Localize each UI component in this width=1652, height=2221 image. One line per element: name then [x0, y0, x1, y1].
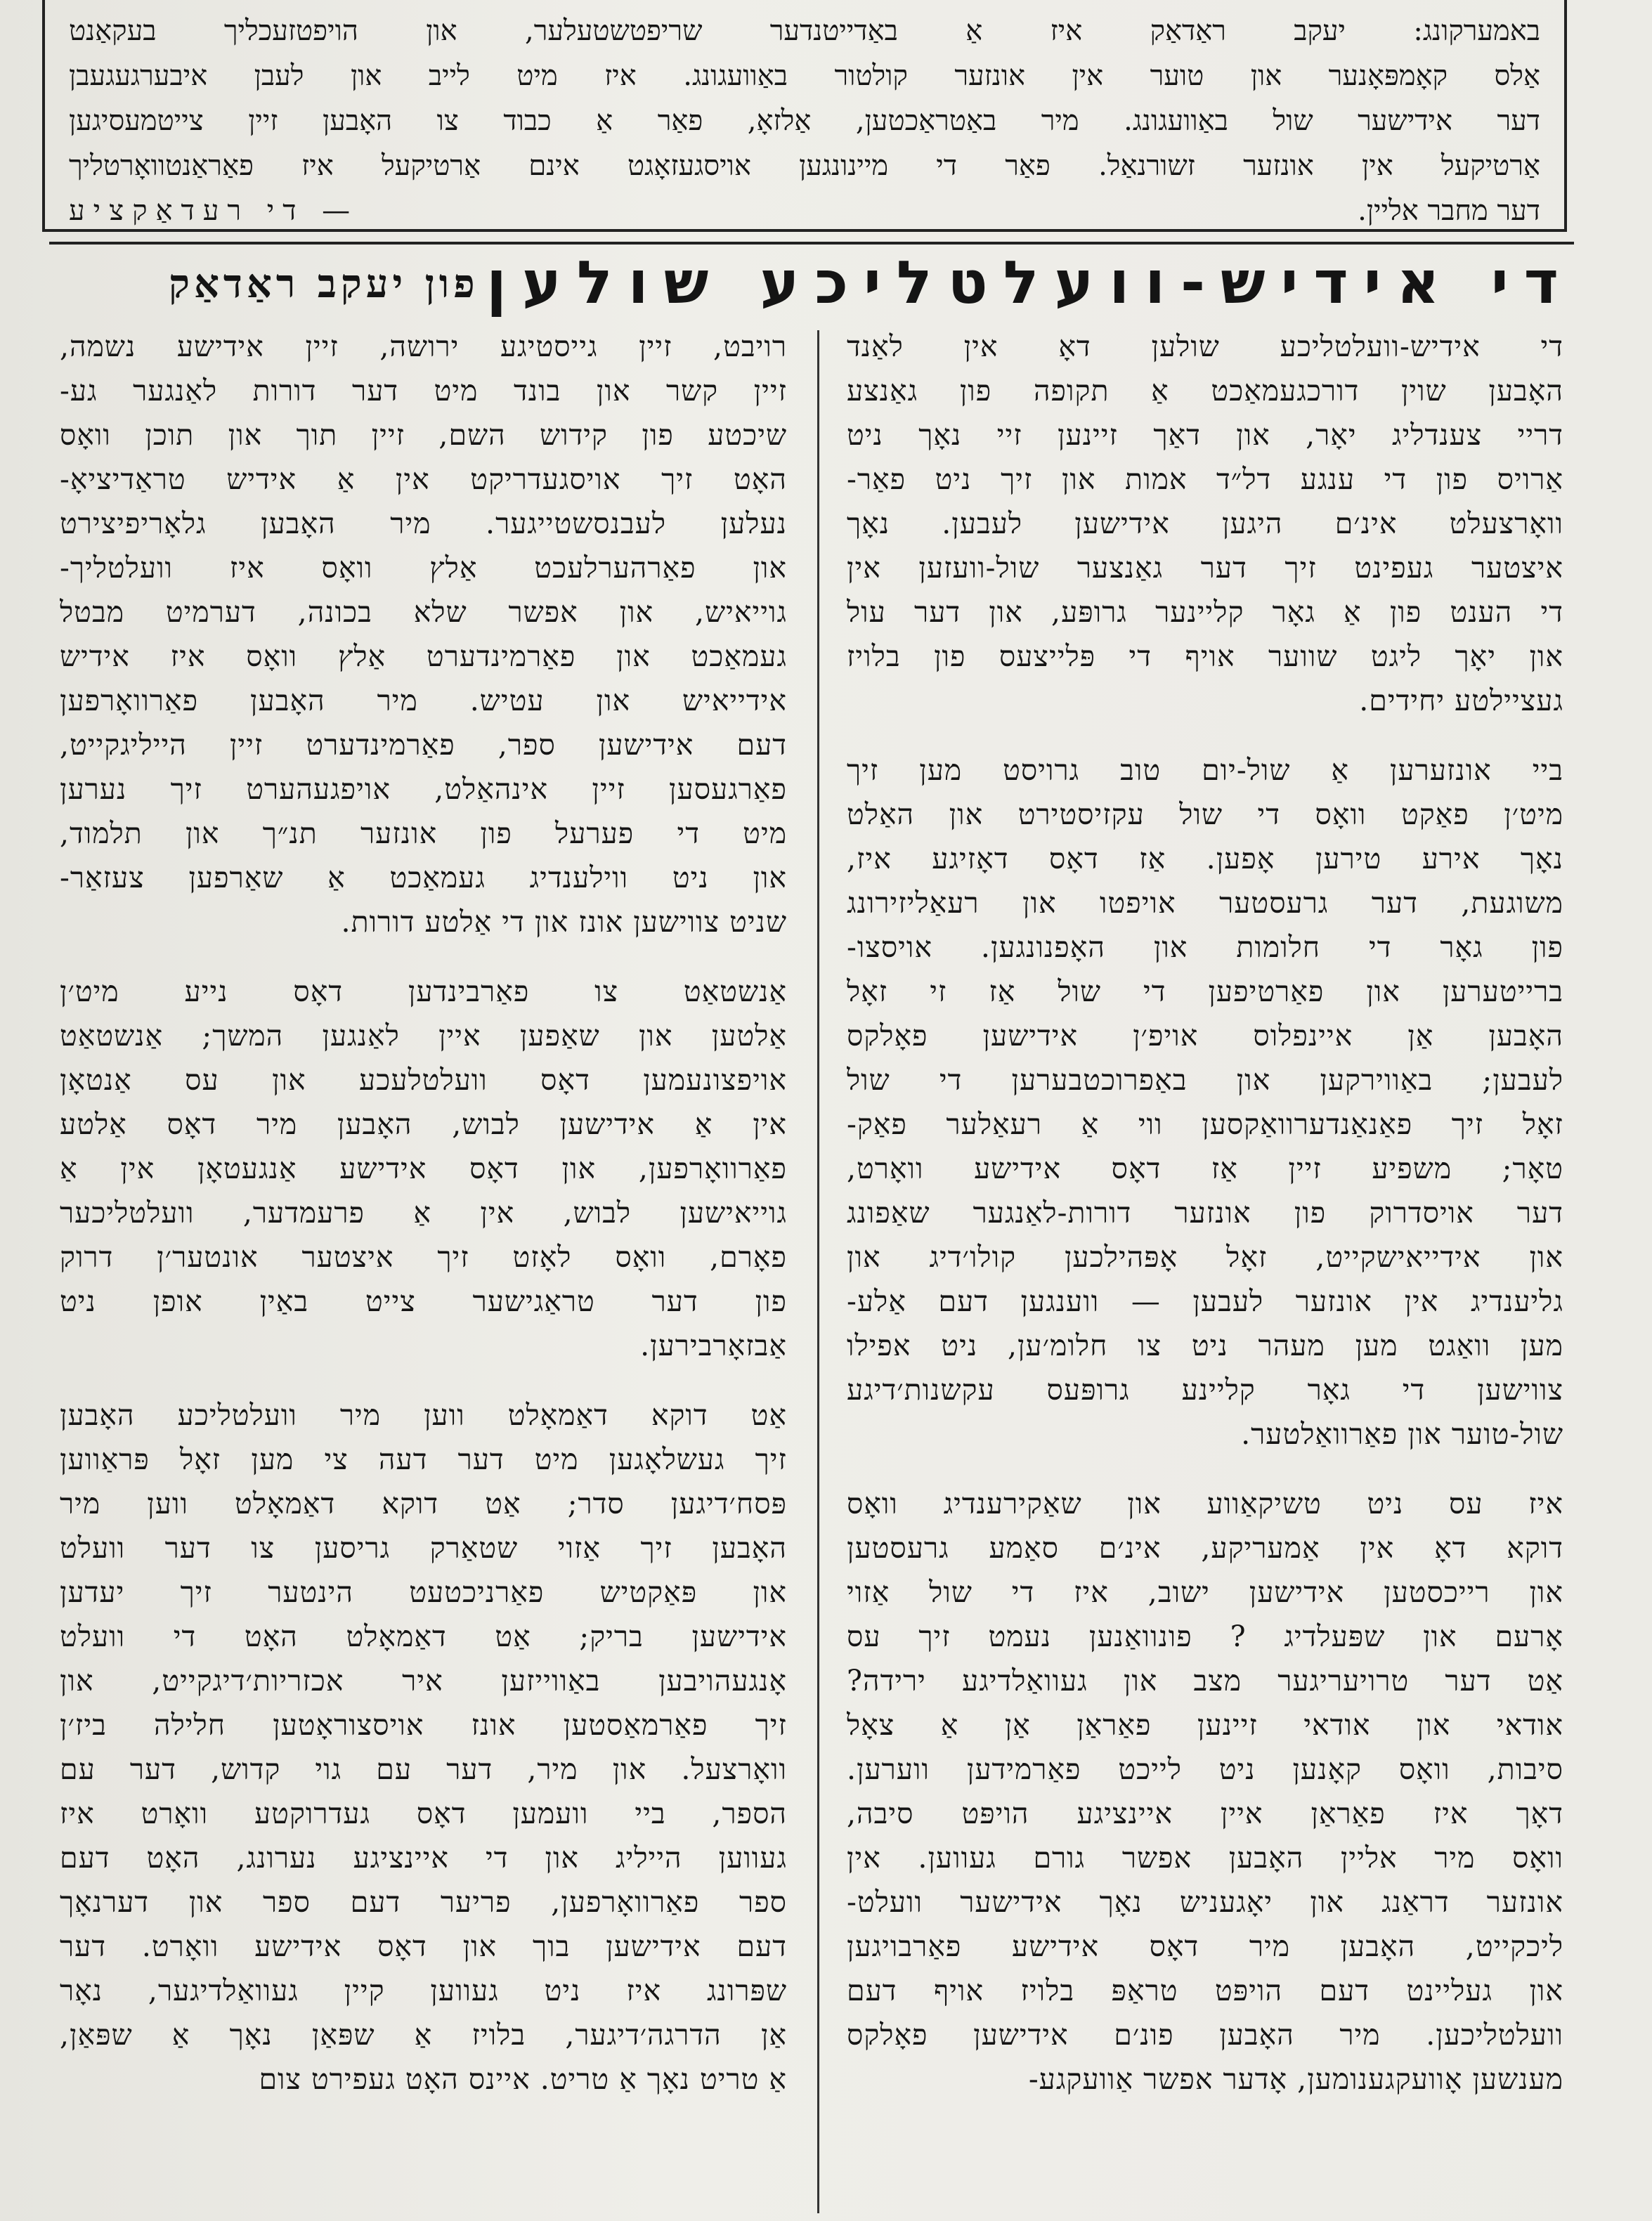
text-line: לעבען; באַווירקען און באַפרוכטבערען די שול: [847, 1063, 1563, 1097]
paragraph: [847, 1482, 1563, 2102]
text-line: וואָרצעל. און מיר, דער עם גוי קדוש, דער עם: [60, 1752, 787, 1786]
article-column-right: [847, 325, 1563, 2215]
text-line: פאָרם, וואָס לאָזט זיך איצטער אונטער׳ן דרוק: [60, 1240, 787, 1274]
text-line: ברייטערען און פאַרטיפען די שול אַז זי זאָל: [847, 975, 1563, 1008]
text-line: געמאַכט און פאַרמינדערט אַלץ וואָס איז אידיש: [60, 639, 787, 673]
text-line: הספר, ביי וועמען דאָס געדרוקטע וואָרט איז: [60, 1797, 787, 1830]
paragraph: [847, 748, 1563, 1457]
text-line: מיט די פערעל פון אונזער תנ״ך און תלמוד,: [60, 816, 787, 850]
text-line: זיין קשר און בונד מיט דער דורות לאַנגער גע-: [60, 374, 787, 408]
text-line: אַט דוקא דאַמאָלט ווען מיר וועלטליכע האָבען: [60, 1398, 787, 1432]
text-line: שפּרונג איז ניט געווען קיין געוואַלדיגער, נאָר: [60, 1974, 787, 2007]
text-line: גוייאיש, און אפשר שלא בכונה, דערמיט מבטל: [60, 595, 787, 629]
text-line: אָנגעהויבען באַווייזען איר אכזריות׳דיגקייט, און: [60, 1664, 787, 1698]
text-line: שניט צווישען אונז און די אַלטע דורות.: [341, 905, 787, 939]
text-line: זיך געשלאָגען מיט דער דעה צי מען זאָל פּראַווען: [60, 1442, 787, 1476]
text-line: און פאַרהערלעכט אַלץ וואָס איז וועלטליך-: [60, 551, 787, 585]
text-line: פון גאָר די חלומות און האָפנונגען. אויסצו-: [847, 930, 1563, 964]
note-closing-text: דער מחבר אליין.: [1358, 195, 1540, 227]
text-line: און יאָך ליגט שווער אויף די פּלייצעס פון בלויז: [847, 639, 1563, 673]
article-column-left: [60, 325, 787, 2215]
text-line: אַ טריט נאָך אַ טריט. איינס האָט געפירט צום: [259, 2062, 787, 2096]
text-line: דריי צענדליג יאָר, און דאַך זיינען זיי נאָך ניט: [847, 418, 1563, 452]
text-line: שיכטע פון קידוש השם, זיין תוך און תוכן וואָס: [60, 418, 787, 452]
article-header: [49, 247, 1574, 318]
article-title: די אידיש-וועלטליכע שולען: [486, 248, 1574, 317]
text-line: די הענט פון אַ גאָר קליינער גרופּע, און דער עול: [847, 595, 1563, 629]
text-line: גליענדיג אין אונזער לעבען — ווענגען דעם אַלע-: [847, 1284, 1563, 1318]
text-line: אַבזאָרבירען.: [640, 1329, 787, 1362]
text-line: און פּאַקטיש פאַרניכטעט הינטער זיך יעדען: [60, 1575, 787, 1609]
text-line: אידישען בריק; אַט דאַמאָלט האָט די וועלט: [60, 1620, 787, 1653]
note-line: אַרטיקעל אין אונזער זשורנאַל. פאַר די מיינונגען אויסגעזאָגט אינם אַרטיקעל איז פאַראַנטוואָרטליך: [69, 150, 1540, 182]
text-line: אַרויס פון די ענגע דל״ד אמות און זיך ניט פאַר-: [847, 462, 1563, 496]
text-line: געווען הייליג און די איינציגע נערונג, האָט דעם: [60, 1841, 787, 1875]
text-line: רויבט, זיין גייסטיגע ירושה, זיין אידישע נשמה,: [60, 330, 787, 363]
text-line: זיך פאַרמאַסטען אונז אויסצוראָטען חלילה ביז׳ן: [60, 1708, 787, 1742]
text-line: און רייכסטען אידישען ישוב, איז די שול אַזוי: [847, 1575, 1563, 1609]
text-line: פאַרוואָרפען, און דאָס אידישע אַנגעטאָן אין אַ: [60, 1152, 787, 1185]
text-line: האָבען שוין דורכגעמאַכט אַ תקופה פון גאַנצע: [847, 374, 1563, 408]
text-line: נאָך אירע טירען אָפען. אַז דאָס דאָזיגע איז,: [847, 842, 1563, 875]
text-line: אין אַ אידישען לבוש, האָבען מיר דאָס אַלטע: [60, 1107, 787, 1141]
note-line: דער אידישער שול באַוועגונג. מיר באַטראַכטען, אַלזאָ, פאַר אַ כבוד צו האָבען זיין צייטמעסיגען: [69, 105, 1540, 137]
text-line: ספר פאַרוואָרפען, פריער דעם ספר און דערנאָך: [60, 1885, 787, 1919]
text-line: גוייאישען לבוש, אין אַ פרעמדער, וועלטליכער: [60, 1196, 787, 1230]
editorial-note: [42, 0, 1567, 232]
column-divider: [817, 330, 819, 2213]
text-line: פאַרגעסען זיין אינהאַלט, אויפגעהערט זיך נערען: [60, 772, 787, 806]
text-line: פון דער טראַגישער צייט באַין אופן ניט: [60, 1284, 787, 1318]
text-line: סיבות, וואָס קאָנען ניט לייכט פאַרמידען ווערען.: [847, 1752, 1563, 1786]
text-line: דעם אידישען בוך און דאָס אידישע וואָרט. דער: [60, 1929, 787, 1963]
text-line: האָבען אַן איינפלוס אויפ׳ן אידישען פאָלקס: [847, 1019, 1563, 1053]
text-line: פּסח׳דיגען סדר; אַט דוקא דאַמאָלט ווען מיר: [60, 1487, 787, 1520]
text-line: אַט דער טרויעריגער מצב און געוואַלדיגע ירידה?: [847, 1664, 1563, 1698]
text-line: מענשען אָוועקגענומען, אָדער אפשר אַוועקגע-: [1028, 2062, 1563, 2096]
note-line: באמערקונג: יעקב ראַדאַק איז אַ באַדייטנדער שריפטשטעלער, און הויפטזעכליך בעקאַנט: [69, 15, 1540, 47]
text-line: טאָר; משפיע זיין אַז דאָס אידישע וואָרט,: [847, 1152, 1563, 1185]
text-line: אויפצונעמען דאָס וועלטלעכע און עס אַנטאָן: [60, 1063, 787, 1097]
text-line: דאָך איז פאַראַן איין איינציגע הויפּט סיבה,: [847, 1797, 1563, 1830]
text-line: איז עס ניט טשיקאַווע און שאַקירענדיג וואָס: [847, 1487, 1563, 1520]
text-line: משוגעת, דער גרעסטער אויפטו און רעאַליזירונג: [847, 886, 1563, 920]
title-top-rule: [49, 242, 1574, 245]
text-line: וואָס מיר אליין האָבען אפשר גורם געווען. אין: [847, 1841, 1563, 1875]
text-line: זאָל זיך פאַנאַנדערוואַקסען ווי אַ רעאַלער פאַק-: [847, 1107, 1563, 1141]
text-line: האָט זיך אויסגעדריקט אין אַ אידיש טראַדיציאָ-: [60, 462, 787, 496]
text-line: אַלטען און שאַפען איין לאַנגען המשך; אַנשטאַט: [60, 1019, 787, 1053]
text-line: האָבען זיך אַזוי שטאַרק גריסען צו דער וועלט: [60, 1531, 787, 1565]
text-line: געציילטע יחידים.: [1359, 684, 1563, 717]
text-line: ביי אונזערען אַ שול-יום טוב גרויסט מען זיך: [847, 753, 1563, 787]
paragraph: [60, 325, 787, 944]
text-line: און אידייאישקייט, זאָל אָפּהילכען קולו׳דיג און: [847, 1240, 1563, 1274]
paragraph: [60, 970, 787, 1368]
note-signature: — די רעדאַקציע: [69, 195, 359, 227]
text-line: מיט׳ן פאַקט וואָס די שול עקזיסטירט און האַלט: [847, 797, 1563, 831]
text-line: און ניט ווילענדיג געמאַכט אַ שאַרפען צעזאַר-: [60, 861, 787, 894]
text-line: אידייאיש און עטיש. מיר האָבען פאַרוואָרפען: [60, 684, 787, 717]
text-line: די אידיש-וועלטליכע שולען דאָ אין לאַנד: [847, 330, 1563, 363]
text-line: צווישען די גאָר קליינע גרופּעס עקשנות׳דיגע: [847, 1373, 1563, 1407]
text-line: דער אויסדרוק פון אונזער דורות-לאַנגער שאַפונג: [847, 1196, 1563, 1230]
paragraph: [60, 1393, 787, 2102]
text-line: נעלען לעבנסשטייגער. מיר האָבען גלאָריפיצירט: [60, 507, 787, 540]
note-line-last: [69, 188, 1540, 233]
text-line: שול-טוער און פאַרוואַלטער.: [1241, 1417, 1563, 1451]
text-line: אַנשטאַט צו פאַרבינדען דאָס נייע מיט׳ן: [60, 975, 787, 1008]
paragraph: [847, 325, 1563, 723]
text-line: וועלטליכען. מיר האָבען פונ׳ם אידישען פאָלקס: [847, 2018, 1563, 2052]
text-line: און געליינט דעם הויפּט טראַפּ בלויז אויף דעם: [847, 1974, 1563, 2007]
text-line: דעם אידישען ספר, פאַרמינדערט זיין הייליגקייט,: [60, 728, 787, 762]
text-line: וואָרצעלט אינ׳ם היגען אידישען לעבען. נאָך: [847, 507, 1563, 540]
text-line: אָרעם און שפּעלדיג ? פונוואַנען נעמט זיך עס: [847, 1620, 1563, 1653]
text-line: אודאי און אודאי זיינען פאַראַן אַן אַ צאָל: [847, 1708, 1563, 1742]
text-line: מען וואַגט מען מעהר ניט צו חלומ׳ען, ניט אפילו: [847, 1329, 1563, 1362]
text-line: אַן הדרגה׳דיגער, בלויז אַ שפּאַן נאָך אַ שפּאַן,: [60, 2018, 787, 2052]
text-line: איצטער געפינט זיך דער גאַנצער שול-וועזען אין: [847, 551, 1563, 585]
text-line: ליכקייט, האָבען מיר דאָס אידישע פאַרבויגען: [847, 1929, 1563, 1963]
text-line: דוקא דאָ אין אַמעריקע, אינ׳ם סאַמע גרעסטען: [847, 1531, 1563, 1565]
article-author: פון יעקב ראַדאַק: [169, 261, 479, 307]
text-line: אונזער דראַנג און יאָגעניש נאָך אידישער וועלט-: [847, 1885, 1563, 1919]
note-line: אַלס קאָמפּאָנער און טוער אין אונזער קולטור באַוועגונג. איז מיט לייב און לעבן איבערגעגעבן: [69, 60, 1540, 92]
